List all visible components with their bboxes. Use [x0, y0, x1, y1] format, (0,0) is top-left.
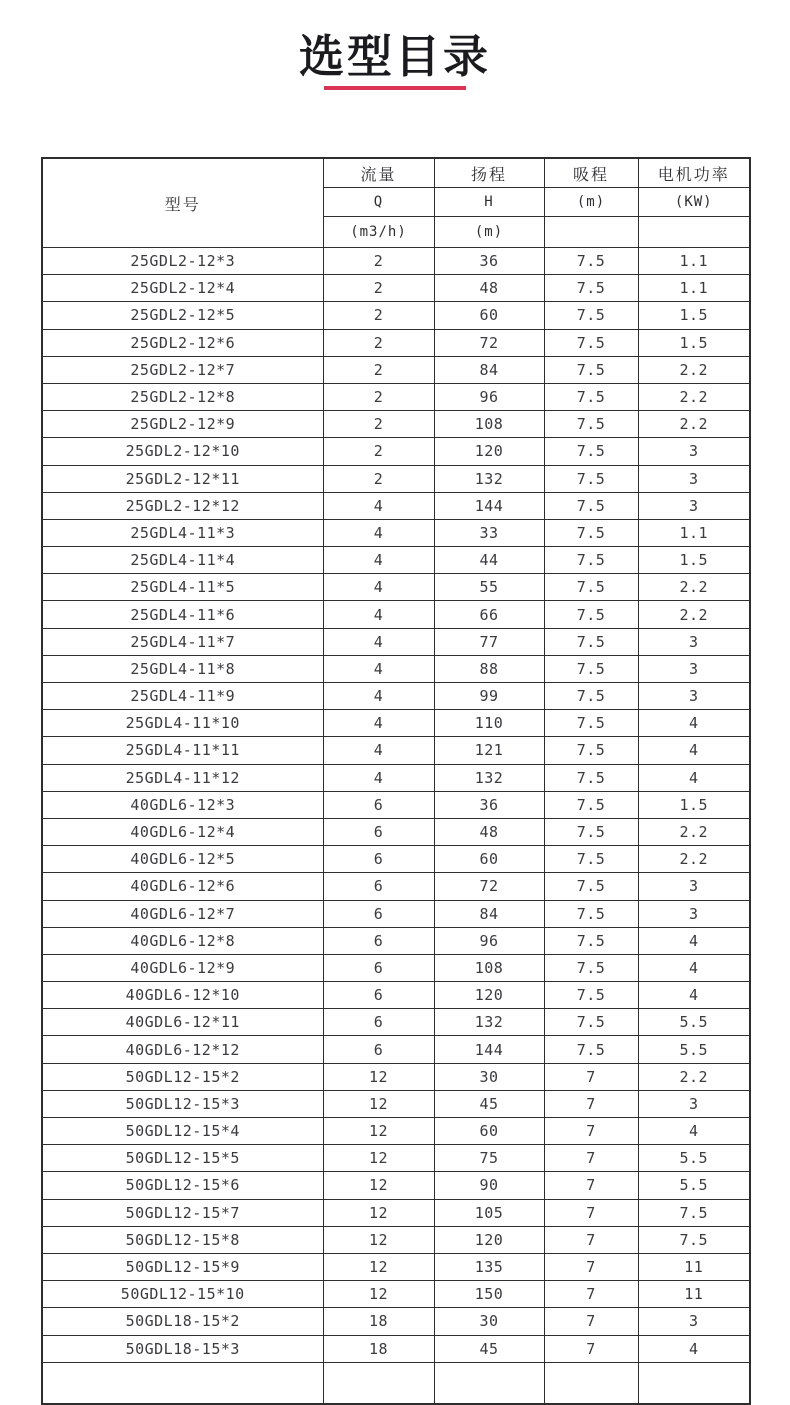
- cell-suction: 7.5: [544, 683, 638, 710]
- cell-model: 50GDL18-15*3: [42, 1335, 323, 1362]
- cell-suction: 7: [544, 1090, 638, 1117]
- cell-flow: 6: [323, 818, 434, 845]
- cell-power: 3: [638, 465, 750, 492]
- cell-head: 144: [434, 1036, 544, 1063]
- cell-model: 25GDL4-11*7: [42, 628, 323, 655]
- table-row: [42, 356, 750, 383]
- cell-power: 3: [638, 655, 750, 682]
- cell-flow: 12: [323, 1253, 434, 1280]
- cell-suction: 7.5: [544, 710, 638, 737]
- cell-head: 132: [434, 465, 544, 492]
- cell-suction: 7: [544, 1172, 638, 1199]
- cell-flow: 2: [323, 248, 434, 275]
- table-row: [42, 1253, 750, 1280]
- cell-suction: 7.5: [544, 302, 638, 329]
- page-title: 选型目录: [298, 30, 491, 83]
- table-row: [42, 1118, 750, 1145]
- cell-model: 50GDL12-15*4: [42, 1118, 323, 1145]
- header-cell-suction: 吸程: [544, 158, 638, 188]
- table-row: [42, 547, 750, 574]
- cell-power: 5.5: [638, 1172, 750, 1199]
- header-cell-power-unit: (KW): [638, 188, 750, 217]
- cell-model: 25GDL2-12*7: [42, 356, 323, 383]
- table-row: [42, 846, 750, 873]
- cell-head: 84: [434, 900, 544, 927]
- table-row: [42, 628, 750, 655]
- header-cell-head-unit: (m): [434, 217, 544, 248]
- table-row: [42, 302, 750, 329]
- cell-flow: 4: [323, 601, 434, 628]
- cell-suction: 7.5: [544, 519, 638, 546]
- cell-flow: 18: [323, 1335, 434, 1362]
- cell-head: 45: [434, 1335, 544, 1362]
- cell-model: 40GDL6-12*7: [42, 900, 323, 927]
- cell-head: 88: [434, 655, 544, 682]
- title-underline-divider: [324, 86, 466, 90]
- cell-power: 4: [638, 982, 750, 1009]
- cell-model: 40GDL6-12*9: [42, 954, 323, 981]
- cell-model: 25GDL4-11*11: [42, 737, 323, 764]
- table-row: [42, 383, 750, 410]
- cell-flow: 12: [323, 1226, 434, 1253]
- cell-head: 84: [434, 356, 544, 383]
- header-cell-flow: 流量: [323, 158, 434, 188]
- cell-model: 25GDL2-12*3: [42, 248, 323, 275]
- cell-head: 44: [434, 547, 544, 574]
- cell-power: 1.5: [638, 547, 750, 574]
- cell-head: 33: [434, 519, 544, 546]
- cell-suction: 7.5: [544, 900, 638, 927]
- cell-suction: 7.5: [544, 383, 638, 410]
- cell-flow: 6: [323, 982, 434, 1009]
- cell-power: 1.1: [638, 519, 750, 546]
- cell-suction: 7.5: [544, 248, 638, 275]
- cell-suction: 7.5: [544, 873, 638, 900]
- cell-flow: 18: [323, 1308, 434, 1335]
- table-row: [42, 1335, 750, 1362]
- header-cell-empty-2: [638, 217, 750, 248]
- cell-model: 25GDL4-11*5: [42, 574, 323, 601]
- cell-power: 2.2: [638, 601, 750, 628]
- cell-suction: 7.5: [544, 465, 638, 492]
- cell-head: 144: [434, 492, 544, 519]
- cell-flow: 4: [323, 547, 434, 574]
- table-row: [42, 465, 750, 492]
- cell-flow: 6: [323, 927, 434, 954]
- cell-suction: 7.5: [544, 927, 638, 954]
- cell-suction: 7: [544, 1145, 638, 1172]
- cell-flow: 4: [323, 764, 434, 791]
- cell-suction: 7: [544, 1063, 638, 1090]
- cell-model: 25GDL4-11*8: [42, 655, 323, 682]
- cell-power: 11: [638, 1253, 750, 1280]
- table-row: [42, 655, 750, 682]
- table-row: [42, 1308, 750, 1335]
- cell-head: 66: [434, 601, 544, 628]
- cell-head: 30: [434, 1063, 544, 1090]
- table-row: [42, 737, 750, 764]
- table-row: [42, 1063, 750, 1090]
- cell-suction: 7: [544, 1226, 638, 1253]
- cell-head: 135: [434, 1253, 544, 1280]
- cell-model: 50GDL12-15*9: [42, 1253, 323, 1280]
- table-row: [42, 1199, 750, 1226]
- cell-suction: 7.5: [544, 438, 638, 465]
- cell-head: 60: [434, 1118, 544, 1145]
- table-row: [42, 1172, 750, 1199]
- cell-head: 110: [434, 710, 544, 737]
- cell-suction: 7.5: [544, 275, 638, 302]
- cell-power: 5.5: [638, 1145, 750, 1172]
- cell-power: 2.2: [638, 1063, 750, 1090]
- cell-model: 50GDL12-15*8: [42, 1226, 323, 1253]
- cell-head: 121: [434, 737, 544, 764]
- cell-head: 120: [434, 1226, 544, 1253]
- cell-power: 2.2: [638, 383, 750, 410]
- cell-flow: 12: [323, 1172, 434, 1199]
- cell-head: 36: [434, 248, 544, 275]
- table-row: [42, 764, 750, 791]
- table-row: [42, 574, 750, 601]
- cell-power: 4: [638, 954, 750, 981]
- table-row: [42, 519, 750, 546]
- cell-flow: 4: [323, 519, 434, 546]
- table-row: [42, 927, 750, 954]
- cell-model: 25GDL4-11*3: [42, 519, 323, 546]
- table-row: [42, 1281, 750, 1308]
- cell-flow: 6: [323, 1036, 434, 1063]
- cell-flow: 2: [323, 411, 434, 438]
- cell-suction: 7.5: [544, 655, 638, 682]
- cell-flow: 4: [323, 574, 434, 601]
- header-cell-empty-1: [544, 217, 638, 248]
- table-row: [42, 900, 750, 927]
- header-cell-flow-unit: (m3/h): [323, 217, 434, 248]
- cell-power: 3: [638, 683, 750, 710]
- cell-suction: 7.5: [544, 1009, 638, 1036]
- cell-head: 36: [434, 791, 544, 818]
- cell-power: 1.5: [638, 329, 750, 356]
- table-row: [42, 601, 750, 628]
- cell-empty: [638, 1362, 750, 1404]
- cell-model: 40GDL6-12*11: [42, 1009, 323, 1036]
- cell-empty: [544, 1362, 638, 1404]
- cell-head: 99: [434, 683, 544, 710]
- cell-model: 40GDL6-12*8: [42, 927, 323, 954]
- cell-model: 25GDL4-11*6: [42, 601, 323, 628]
- cell-suction: 7.5: [544, 791, 638, 818]
- cell-power: 5.5: [638, 1036, 750, 1063]
- cell-suction: 7.5: [544, 356, 638, 383]
- cell-suction: 7.5: [544, 547, 638, 574]
- cell-flow: 6: [323, 954, 434, 981]
- cell-flow: 6: [323, 846, 434, 873]
- cell-model: 40GDL6-12*10: [42, 982, 323, 1009]
- cell-power: 1.1: [638, 275, 750, 302]
- table-row: [42, 492, 750, 519]
- cell-model: 50GDL12-15*3: [42, 1090, 323, 1117]
- cell-suction: 7: [544, 1118, 638, 1145]
- cell-power: 3: [638, 628, 750, 655]
- cell-flow: 12: [323, 1090, 434, 1117]
- cell-suction: 7.5: [544, 764, 638, 791]
- cell-flow: 12: [323, 1145, 434, 1172]
- cell-model: 50GDL12-15*6: [42, 1172, 323, 1199]
- cell-model: 50GDL18-15*2: [42, 1308, 323, 1335]
- cell-flow: 12: [323, 1118, 434, 1145]
- cell-model: 50GDL12-15*10: [42, 1281, 323, 1308]
- header-cell-head: 扬程: [434, 158, 544, 188]
- cell-flow: 2: [323, 383, 434, 410]
- cell-flow: 2: [323, 356, 434, 383]
- table-row: [42, 1009, 750, 1036]
- table-row: [42, 275, 750, 302]
- cell-model: 25GDL2-12*12: [42, 492, 323, 519]
- table-row: [42, 438, 750, 465]
- table-row: [42, 1036, 750, 1063]
- cell-model: 50GDL12-15*7: [42, 1199, 323, 1226]
- header-cell-power: 电机功率: [638, 158, 750, 188]
- header-cell-suction-unit: (m): [544, 188, 638, 217]
- cell-suction: 7.5: [544, 846, 638, 873]
- cell-power: 4: [638, 764, 750, 791]
- cell-power: 3: [638, 1308, 750, 1335]
- cell-flow: 6: [323, 1009, 434, 1036]
- header-row-names: [42, 158, 750, 188]
- cell-head: 60: [434, 302, 544, 329]
- cell-suction: 7.5: [544, 329, 638, 356]
- cell-model: 50GDL12-15*5: [42, 1145, 323, 1172]
- table-row: [42, 248, 750, 275]
- table-row: [42, 954, 750, 981]
- cell-head: 55: [434, 574, 544, 601]
- catalog-table-body: [42, 248, 750, 1404]
- cell-suction: 7: [544, 1308, 638, 1335]
- cell-power: 2.2: [638, 574, 750, 601]
- cell-flow: 2: [323, 465, 434, 492]
- cell-head: 132: [434, 764, 544, 791]
- cell-suction: 7.5: [544, 1036, 638, 1063]
- cell-head: 72: [434, 329, 544, 356]
- cell-power: 3: [638, 438, 750, 465]
- cell-power: 2.2: [638, 818, 750, 845]
- cell-suction: 7.5: [544, 628, 638, 655]
- cell-model: 40GDL6-12*12: [42, 1036, 323, 1063]
- cell-suction: 7.5: [544, 492, 638, 519]
- cell-model: 40GDL6-12*5: [42, 846, 323, 873]
- cell-flow: 12: [323, 1281, 434, 1308]
- cell-head: 45: [434, 1090, 544, 1117]
- cell-flow: 2: [323, 329, 434, 356]
- cell-model: 50GDL12-15*2: [42, 1063, 323, 1090]
- cell-flow: 4: [323, 683, 434, 710]
- table-header: [42, 158, 750, 248]
- cell-suction: 7.5: [544, 818, 638, 845]
- header-cell-model: 型号: [42, 158, 323, 248]
- cell-empty: [323, 1362, 434, 1404]
- cell-head: 48: [434, 275, 544, 302]
- table-row: [42, 1090, 750, 1117]
- cell-suction: 7.5: [544, 411, 638, 438]
- cell-power: 4: [638, 927, 750, 954]
- cell-flow: 2: [323, 302, 434, 329]
- cell-head: 72: [434, 873, 544, 900]
- cell-suction: 7.5: [544, 574, 638, 601]
- cell-head: 48: [434, 818, 544, 845]
- cell-flow: 12: [323, 1199, 434, 1226]
- cell-head: 30: [434, 1308, 544, 1335]
- cell-model: 25GDL2-12*4: [42, 275, 323, 302]
- cell-power: 3: [638, 492, 750, 519]
- table-row: [42, 329, 750, 356]
- cell-power: 2.2: [638, 846, 750, 873]
- cell-power: 2.2: [638, 356, 750, 383]
- cell-head: 108: [434, 411, 544, 438]
- table-row: [42, 1145, 750, 1172]
- cell-power: 2.2: [638, 411, 750, 438]
- table-row: [42, 683, 750, 710]
- cell-suction: 7: [544, 1253, 638, 1280]
- cell-model: 25GDL4-11*4: [42, 547, 323, 574]
- cell-model: 25GDL2-12*10: [42, 438, 323, 465]
- cell-head: 96: [434, 927, 544, 954]
- cell-head: 77: [434, 628, 544, 655]
- cell-suction: 7: [544, 1281, 638, 1308]
- cell-power: 3: [638, 900, 750, 927]
- cell-power: 4: [638, 1118, 750, 1145]
- cell-model: 25GDL2-12*11: [42, 465, 323, 492]
- cell-power: 4: [638, 710, 750, 737]
- cell-head: 60: [434, 846, 544, 873]
- cell-power: 7.5: [638, 1199, 750, 1226]
- cell-flow: 6: [323, 791, 434, 818]
- table-row: [42, 791, 750, 818]
- cell-power: 1.5: [638, 302, 750, 329]
- cell-empty: [434, 1362, 544, 1404]
- cell-suction: 7: [544, 1335, 638, 1362]
- cell-flow: 4: [323, 737, 434, 764]
- table-row: [42, 1226, 750, 1253]
- cell-head: 75: [434, 1145, 544, 1172]
- cell-power: 3: [638, 1090, 750, 1117]
- cell-flow: 2: [323, 438, 434, 465]
- cell-model: 25GDL2-12*8: [42, 383, 323, 410]
- cell-suction: 7.5: [544, 982, 638, 1009]
- cell-model: 25GDL2-12*6: [42, 329, 323, 356]
- cell-flow: 4: [323, 710, 434, 737]
- cell-power: 11: [638, 1281, 750, 1308]
- header-cell-head-symbol: H: [434, 188, 544, 217]
- cell-flow: 6: [323, 900, 434, 927]
- table-row: [42, 873, 750, 900]
- cell-flow: 12: [323, 1063, 434, 1090]
- cell-power: 5.5: [638, 1009, 750, 1036]
- cell-head: 132: [434, 1009, 544, 1036]
- cell-model: 25GDL2-12*5: [42, 302, 323, 329]
- cell-head: 120: [434, 982, 544, 1009]
- cell-head: 96: [434, 383, 544, 410]
- cell-suction: 7.5: [544, 737, 638, 764]
- cell-model: 25GDL4-11*9: [42, 683, 323, 710]
- cell-flow: 4: [323, 628, 434, 655]
- table-row: [42, 710, 750, 737]
- header-cell-flow-symbol: Q: [323, 188, 434, 217]
- cell-power: 1.5: [638, 791, 750, 818]
- cell-suction: 7: [544, 1199, 638, 1226]
- cell-suction: 7.5: [544, 601, 638, 628]
- cell-model: 25GDL2-12*9: [42, 411, 323, 438]
- cell-flow: 6: [323, 873, 434, 900]
- cell-head: 150: [434, 1281, 544, 1308]
- cell-suction: 7.5: [544, 954, 638, 981]
- cell-empty: [42, 1362, 323, 1404]
- table-row: [42, 818, 750, 845]
- cell-power: 3: [638, 873, 750, 900]
- cell-power: 4: [638, 737, 750, 764]
- cell-flow: 4: [323, 492, 434, 519]
- pump-selection-table: [41, 157, 751, 1405]
- cell-model: 40GDL6-12*3: [42, 791, 323, 818]
- cell-head: 120: [434, 438, 544, 465]
- cell-model: 25GDL4-11*10: [42, 710, 323, 737]
- table-row: [42, 982, 750, 1009]
- cell-power: 1.1: [638, 248, 750, 275]
- cell-model: 25GDL4-11*12: [42, 764, 323, 791]
- catalog-table-container: [41, 157, 749, 1405]
- cell-power: 4: [638, 1335, 750, 1362]
- table-row-clipped: [42, 1362, 750, 1404]
- cell-flow: 4: [323, 655, 434, 682]
- cell-model: 40GDL6-12*4: [42, 818, 323, 845]
- cell-power: 7.5: [638, 1226, 750, 1253]
- cell-head: 90: [434, 1172, 544, 1199]
- cell-flow: 2: [323, 275, 434, 302]
- cell-model: 40GDL6-12*6: [42, 873, 323, 900]
- cell-head: 105: [434, 1199, 544, 1226]
- table-row: [42, 411, 750, 438]
- cell-head: 108: [434, 954, 544, 981]
